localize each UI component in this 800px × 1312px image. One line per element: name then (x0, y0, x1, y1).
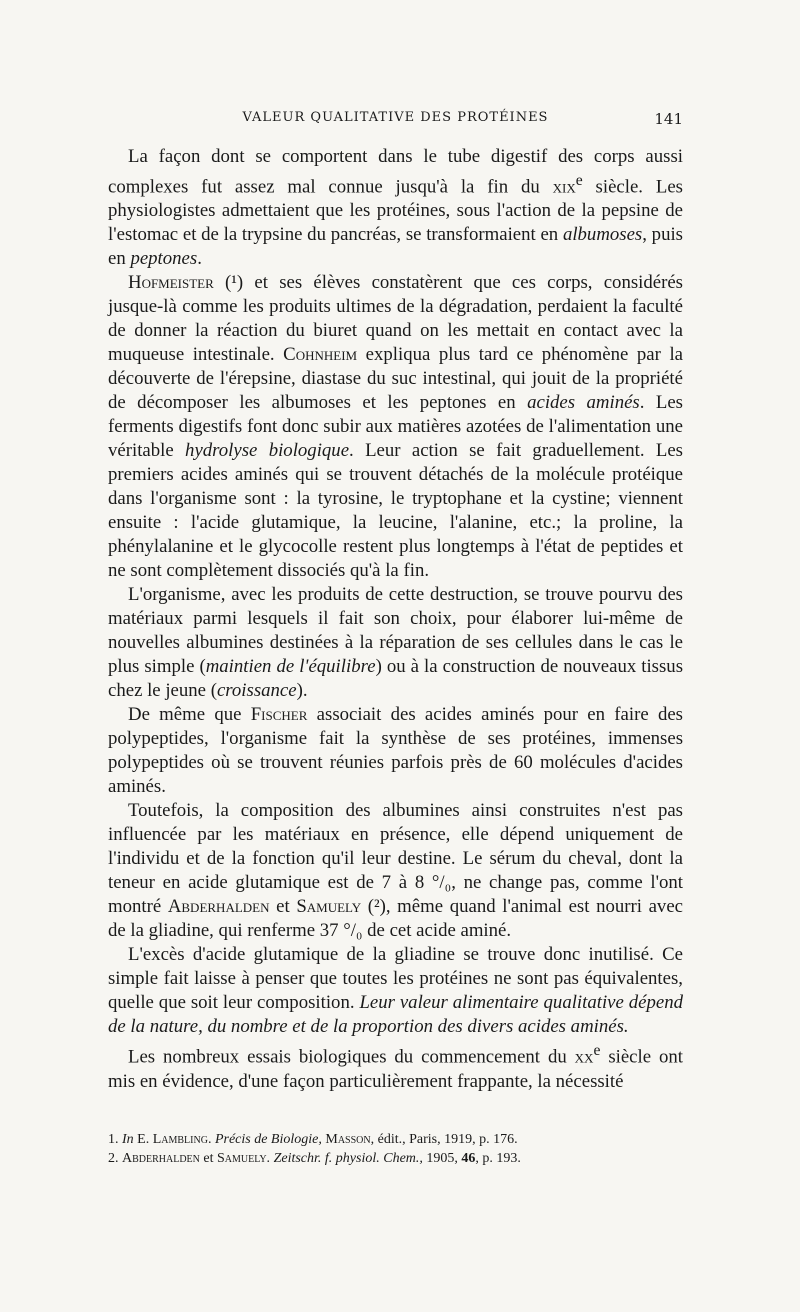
century-numeral: xx (574, 1046, 594, 1068)
running-title: VALEUR QUALITATIVE DES PROTÉINES (242, 110, 549, 125)
author-abderhalden: Abderhalden (167, 896, 270, 918)
author-fischer: Fischer (250, 704, 308, 726)
century-numeral: xix (552, 176, 576, 198)
emphasis-acides-amines: acides aminés (527, 392, 640, 414)
footnote-ref-2: (²) (361, 896, 386, 918)
paragraph-5: Toutefois, la composition des albumines ainsi construites n'est pas influencée par les matériaux en présence, elle dépend uniquement de l'individu et de la fonction qu'il leur destine. Le sérum du cheval, dont la teneur en acide glutamique est de 7 à 8 °/₀, ne change pas, comme l'ont montré Abderhalden et Samuely (²), même quand l'animal est nourri avec de la gliadine, qui renferme 37 °/₀ de cet acide aminé. (108, 800, 683, 942)
paragraph-4: De même que Fischer associait des acides aminés pour en faire des polypeptides, l'organisme fait la synthèse de ses protéines, immenses polypeptides où se trouvent réunies parfois près de 60 molécules d'acides aminés. (108, 704, 683, 798)
emphasis-albumoses: albumoses (562, 224, 643, 246)
footnotes (108, 1130, 683, 1168)
footnote-2: 2. Abderhalden et Samuely. Zeitschr. f. physiol. Chem., 1905, 46, p. 193. (108, 1151, 521, 1166)
emphasis-hydrolyse: hydrolyse biologique (185, 440, 350, 462)
emphasis-maintien: maintien de l'équilibre (205, 656, 376, 678)
paragraph-7: Les nombreux essais biologiques du commencement du $xx^e$ siècle ont mis en évidence, d'une façon particulièrement frappante, la nécessité (108, 1042, 683, 1092)
paragraph-3: L'organisme, avec les produits de cette destruction, se trouve pourvu des matériaux parmi lesquels il fait son choix, pour élaborer lui-même de nouvelles albumines destinées à la réparation de ses cellules dans le cas le plus simple (maintien de l'équilibre) ou à la construction de nouveaux tissus chez le jeune (croissance). (108, 584, 684, 702)
paragraph-6: L'excès d'acide glutamique de la gliadine se trouve donc inutilisé. Ce simple fait laisse à penser que toutes les protéines ne sont pas équivalentes, quelle que soit leur composition. Leur valeur alimentaire qualitative dépend de la nature, du nombre et de la proportion des divers acides aminés. (108, 944, 683, 1038)
running-header (108, 110, 683, 132)
author-cohnheim: Cohnheim (283, 344, 358, 366)
body-text (108, 145, 683, 1094)
emphasis-peptones: peptones (130, 248, 198, 270)
page-number: 141 (654, 110, 683, 128)
footnote-ref-1: (¹) (225, 272, 244, 294)
footnote-1: 1. In E. Lambling. Précis de Biologie, Masson, édit., Paris, 1919, p. 176. (108, 1132, 518, 1147)
author-hofmeister: Hofmeister (128, 272, 214, 294)
emphasis-croissance: croissance (216, 680, 297, 702)
paragraph-1: La façon dont se comportent dans le tube digestif des corps aussi complexes fut assez mal connue jusqu'à la fin du xix$^e$ siècle. Les physiologistes admettaient que les protéines, sous l'action de la pepsine de l'estomac et de la trypsine du pancréas, se transformaient en albumoses, puis en peptones. (108, 146, 683, 270)
author-samuely: Samuely (296, 896, 362, 918)
emphasis-conclusion: Leur valeur alimentaire qualitative dépend de la nature, du nombre et de la proportion des divers acides aminés. (108, 992, 683, 1038)
paragraph-2: Hofmeister (¹) et ses élèves constatèrent que ces corps, considérés jusque-là comme les produits ultimes de la dégradation, perdaient la faculté de donner la réaction du biuret quand on les mettait en contact avec la muqueuse intestinale. Cohnheim expliqua plus tard ce phénomène par la découverte de l'érepsine, diastase du suc intestinal, qui jouit de la propriété de décomposer les albumoses et les peptones en acides aminés. Les ferments digestifs font donc subir aux matières azotées de l'alimentation une véritable hydrolyse biologique. Leur action se fait graduellement. Les premiers acides aminés qui se trouvent détachés de la molécule protéique dans l'organisme sont : la tyrosine, le tryptophane et la cystine; viennent ensuite : l'acide glutamique, la leucine, l'alanine, etc.; la proline, la phénylalanine et le glycocolle restent plus longtemps à l'état de peptides et ne sont complètement dissociés qu'à la fin. (108, 272, 683, 582)
